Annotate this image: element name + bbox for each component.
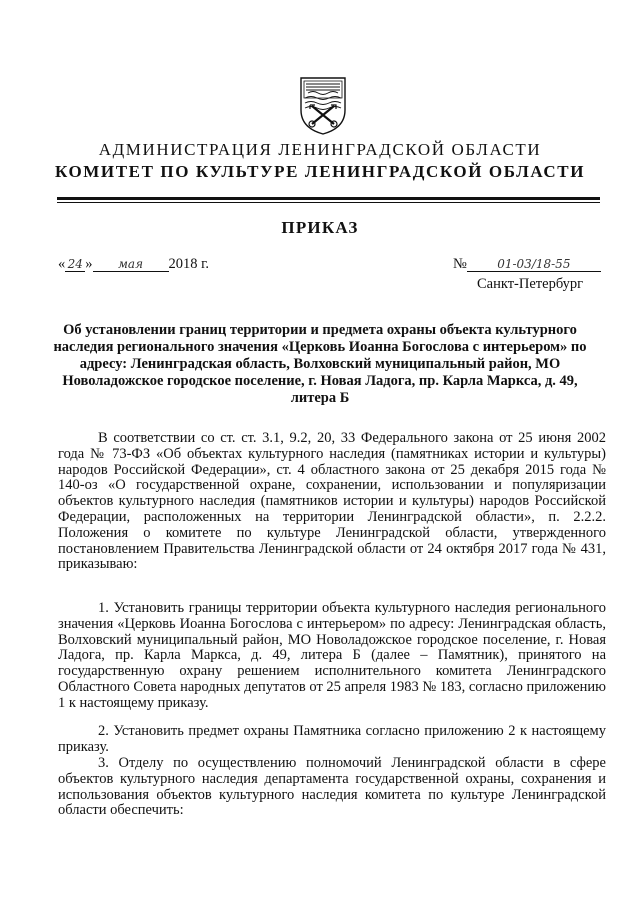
city-name: Санкт-Петербург (477, 276, 584, 292)
order-subject: Об установлении границ территории и предмета охраны объекта культурного наследия регионального значения «Церковь Иоанна Богослова с интерьером» по адресу: Ленинградская область, Волховский муниципальный район, МО Новоладожское городское поселение, г. Новая Ладога, пр. Карла Маркса, д. 49, литера Б (53, 322, 587, 406)
date-day: 24 (65, 257, 85, 272)
header-divider-thin (57, 202, 600, 203)
header-divider-thick (57, 197, 600, 200)
item-2-paragraph (58, 724, 606, 756)
number-sign: № (453, 256, 467, 272)
date-close-quote: » (85, 256, 93, 272)
item-3-text: 3. Отделу по осуществлению полномочий Ленинградской области в сфере объектов культурного наследия департамента государственной охраны, сохранения и использования объектов культурного наследия комитета по культуре Ленинградской области обеспечить: (58, 755, 606, 819)
preamble-text: В соответствии со ст. ст. 3.1, 9.2, 20, 33 Федерального закона от 25 июня 2002 года № 73-ФЗ «Об объектах культурного наследия (памятниках истории и культуры) народов Российской Федерации», ст. 4 областного закона от 25 декабря 2015 года № 140-оз «О государственной охране, сохранении, использовании и популяризации объектов культурного наследия (памятников истории и культуры) народов Российской Федерации, расположенных на территории Ленинградской области», п. 2.2.2. Положения о комитете по культуре Ленинградской области, утвержденного постановлением Правительства Ленинградской области от 24 октября 2017 года № 431, приказываю: (58, 430, 606, 573)
org-name-administration: АДМИНИСТРАЦИЯ ЛЕНИНГРАДСКОЙ ОБЛАСТИ (98, 140, 542, 159)
date-open-quote: « (58, 256, 66, 272)
item-1-paragraph (58, 601, 606, 712)
org-name-committee: КОМИТЕТ ПО КУЛЬТУРЕ ЛЕНИНГРАДСКОЙ ОБЛАСТИ (54, 162, 586, 181)
number-value: 01-03/18-55 (467, 257, 601, 272)
item-2-text: 2. Установить предмет охраны Памятника согласно приложению 2 к настоящему приказу. (58, 723, 606, 755)
date-month: мая (93, 257, 169, 272)
order-number (453, 256, 601, 273)
order-date (58, 256, 209, 273)
coat-of-arms-icon (298, 76, 348, 136)
preamble-paragraph (58, 431, 606, 573)
document-type-title: ПРИКАЗ (281, 218, 359, 237)
item-1-text: 1. Установить границы территории объекта культурного наследия регионального значения «Церковь Иоанна Богослова с интерьером» по адресу: Ленинградская область, Волховский муниципальный район, МО Новоладожское городское поселение, г. Новая Ладога, пр. Карла Маркса, д. 49, литера Б (далее – Памятник), принятого на государственную охрану решением исполнительного комитета Ленинградского Областного Совета народных депутатов от 25 апреля 1983 № 183, согласно приложению 1 к настоящему приказу. (58, 600, 606, 711)
date-year: 2018 г. (168, 256, 210, 272)
item-3-paragraph (58, 756, 606, 819)
